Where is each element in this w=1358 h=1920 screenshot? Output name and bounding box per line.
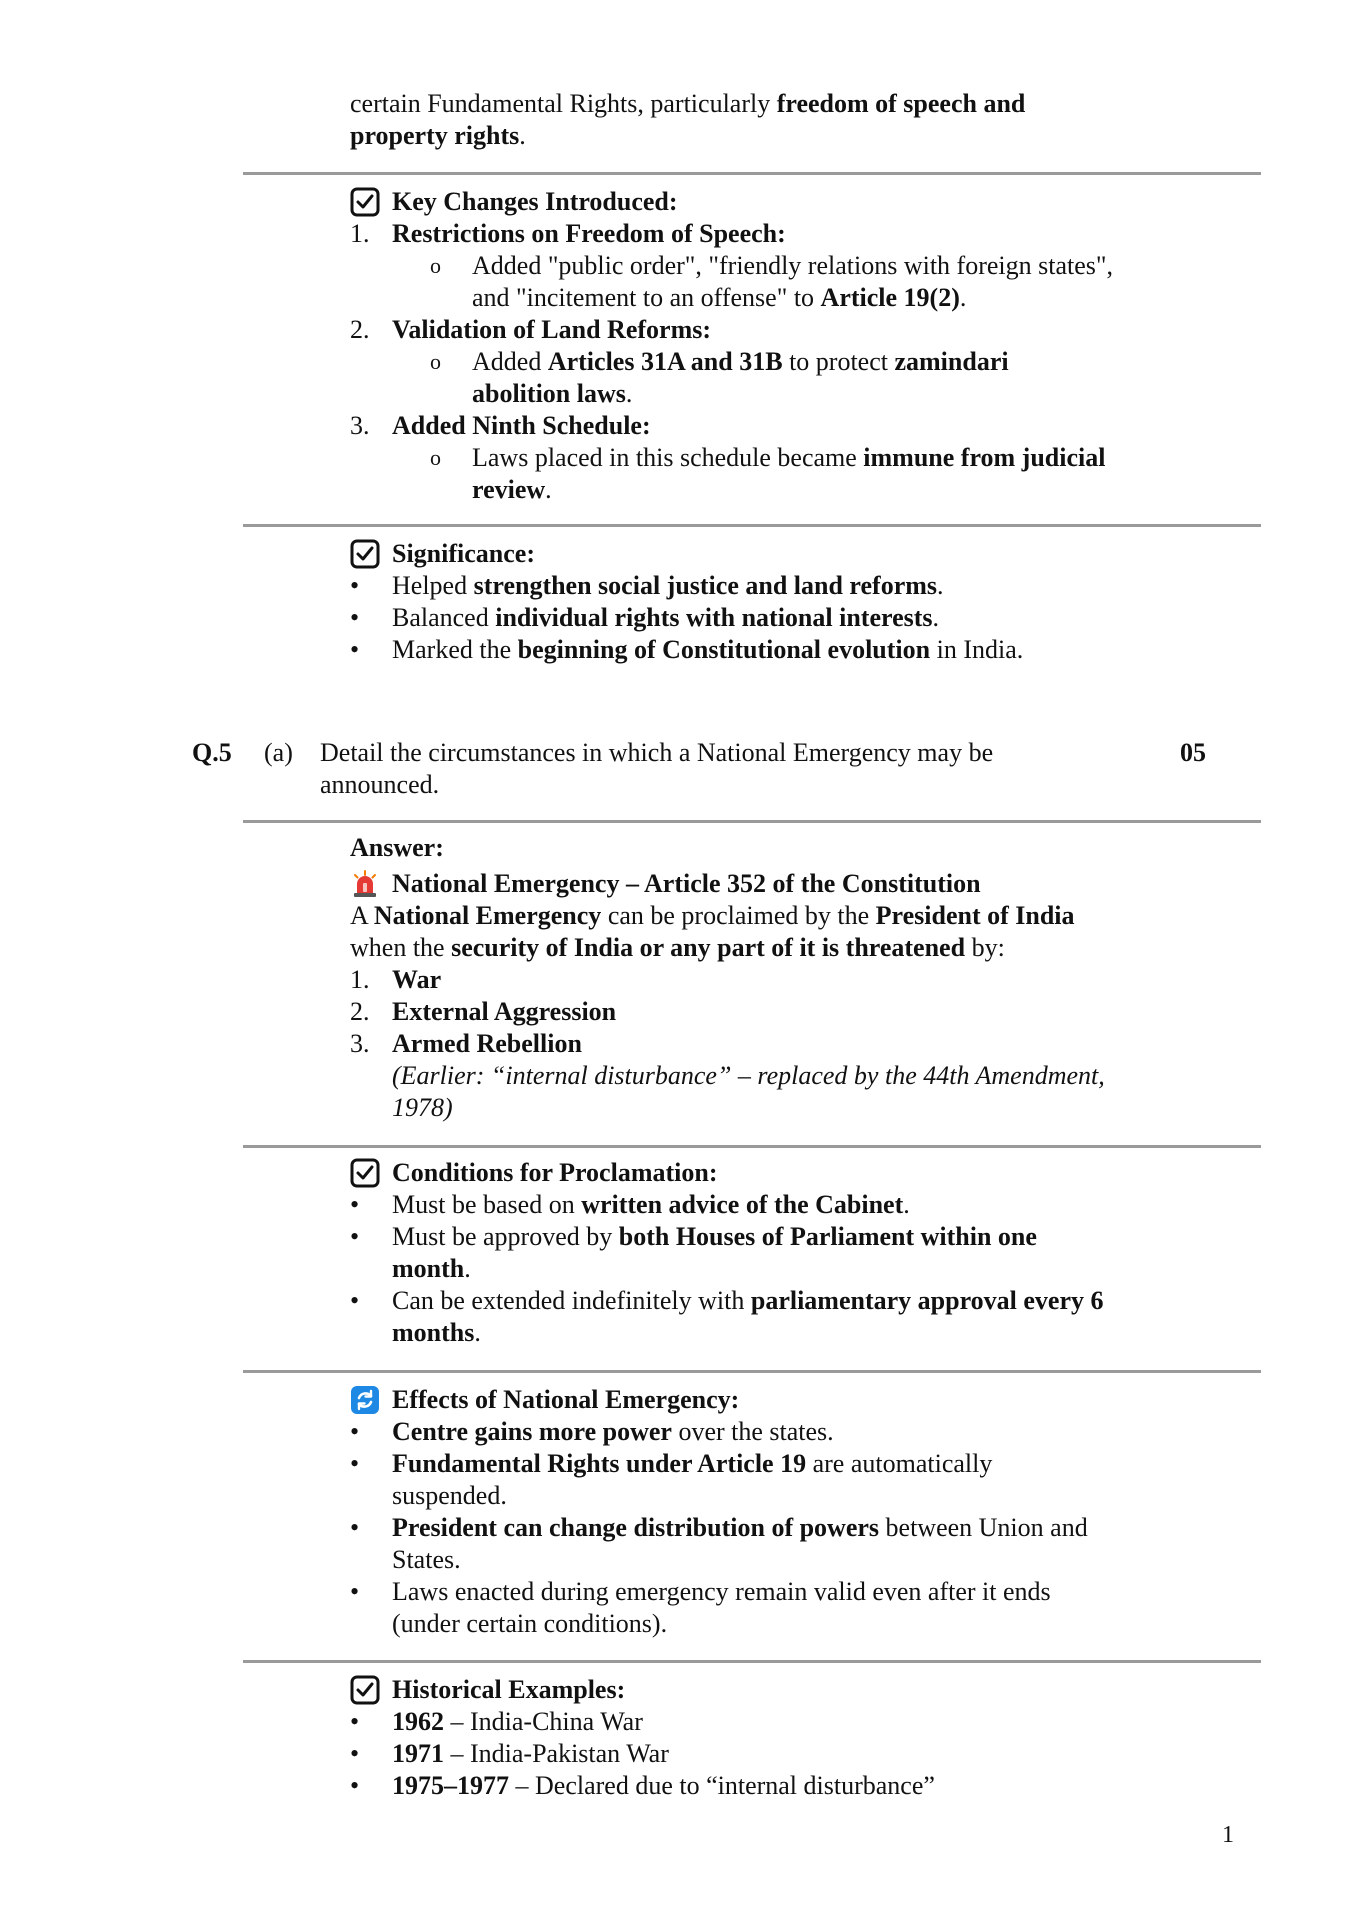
sub-list-item: o Laws placed in this schedule became immune from judicial: [430, 443, 1106, 472]
bullet-item: • President can change distribution of powers between Union and: [350, 1513, 1088, 1542]
bullet-item: • Marked the beginning of Constitutional evolution in India.: [350, 635, 1024, 664]
sub-list-item-cont: and "incitement to an offense" to Article 19(2).: [472, 283, 967, 312]
question-part: (a): [264, 738, 293, 767]
answer-label: Answer:: [350, 833, 444, 862]
effects-heading: Effects of National Emergency:: [350, 1384, 1170, 1416]
intro-bold: property rights: [350, 121, 520, 150]
answer-section: Answer: National Emergency – Article 352 of the Constitution A National Emergency can be proclaimed by the President of India when the security of India or any part of it is threatened by: 1. War 2. External Aggression 3. Armed Rebellion (Earlier: “internal disturbance” – replaced by the 44th Amendment, 1978): [350, 832, 1170, 1124]
bullet-item: • Can be extended indefinitely with parliamentary approval every 6: [350, 1286, 1104, 1315]
section-divider: [243, 1145, 1261, 1148]
significance-heading: Significance:: [350, 538, 1170, 570]
list-item: 2. Validation of Land Reforms:: [350, 315, 712, 344]
list-item: 3. Armed Rebellion: [350, 1029, 582, 1058]
bullet-item: • Fundamental Rights under Article 19 are automatically: [350, 1449, 993, 1478]
intro-bold: freedom of speech and: [776, 89, 1026, 118]
list-item: 1. Restrictions on Freedom of Speech:: [350, 219, 786, 248]
conditions-heading: Conditions for Proclamation:: [350, 1157, 1170, 1189]
siren-icon: [350, 869, 380, 899]
effects-section: [350, 1384, 1170, 1640]
check-box-icon: [350, 539, 380, 569]
answer-title: National Emergency – Article 352 of the Constitution: [350, 868, 1170, 900]
conditions-section: [350, 1157, 1170, 1349]
section-divider: [243, 172, 1261, 175]
section-divider: [243, 1660, 1261, 1663]
check-box-icon: [350, 187, 380, 217]
historical-section: [350, 1674, 1170, 1802]
refresh-icon: [350, 1385, 380, 1415]
section-divider: [243, 1370, 1261, 1373]
key-changes-heading: Key Changes Introduced:: [350, 186, 1170, 218]
intro-text: .: [519, 121, 526, 150]
sub-list-item: o Added Articles 31A and 31B to protect zamindari: [430, 347, 1009, 376]
question-marks: 05: [1180, 738, 1206, 767]
question-number: Q.5: [192, 738, 232, 767]
check-box-icon: [350, 1675, 380, 1705]
bullet-item-cont: months.: [392, 1318, 481, 1347]
bullet-item-cont: States.: [392, 1545, 461, 1574]
bullet-item-cont: month.: [392, 1254, 471, 1283]
bullet-item: • Must be approved by both Houses of Parliament within one: [350, 1222, 1037, 1251]
list-item: 3. Added Ninth Schedule:: [350, 411, 651, 440]
bullet-item: • Laws enacted during emergency remain valid even after it ends: [350, 1577, 1051, 1606]
sub-list-item-cont: review.: [472, 475, 552, 504]
intro-paragraph: [350, 88, 1170, 152]
answer-note: 1978): [392, 1093, 453, 1122]
bullet-item-cont: (under certain conditions).: [392, 1609, 668, 1638]
check-box-icon: [350, 1158, 380, 1188]
bullet-item-cont: suspended.: [392, 1481, 507, 1510]
bullet-item: • 1971 – India-Pakistan War: [350, 1739, 669, 1768]
bullet-item: • 1975–1977 – Declared due to “internal disturbance”: [350, 1771, 935, 1800]
intro-text: certain Fundamental Rights, particularly: [350, 89, 777, 118]
historical-heading: Historical Examples:: [350, 1674, 1170, 1706]
section-divider: [243, 820, 1261, 823]
page-number: 1: [1222, 1822, 1234, 1848]
bullet-item: • Must be based on written advice of the Cabinet.: [350, 1190, 910, 1219]
significance-section: [350, 538, 1170, 666]
list-item: 2. External Aggression: [350, 997, 617, 1026]
key-changes-section: [350, 186, 1170, 506]
list-item: 1. War: [350, 965, 442, 994]
bullet-item: • Helped strengthen social justice and land reforms.: [350, 571, 944, 600]
bullet-item: • Balanced individual rights with national interests.: [350, 603, 939, 632]
sub-list-item: o Added "public order", "friendly relations with foreign states",: [430, 251, 1114, 280]
section-divider: [243, 524, 1261, 527]
question-text: Detail the circumstances in which a National Emergency may be announced.: [320, 738, 994, 799]
sub-list-item-cont: abolition laws.: [472, 379, 633, 408]
bullet-item: • Centre gains more power over the states.: [350, 1417, 834, 1446]
answer-note: (Earlier: “internal disturbance” – replaced by the 44th Amendment,: [392, 1061, 1105, 1090]
bullet-item: • 1962 – India-China War: [350, 1707, 643, 1736]
